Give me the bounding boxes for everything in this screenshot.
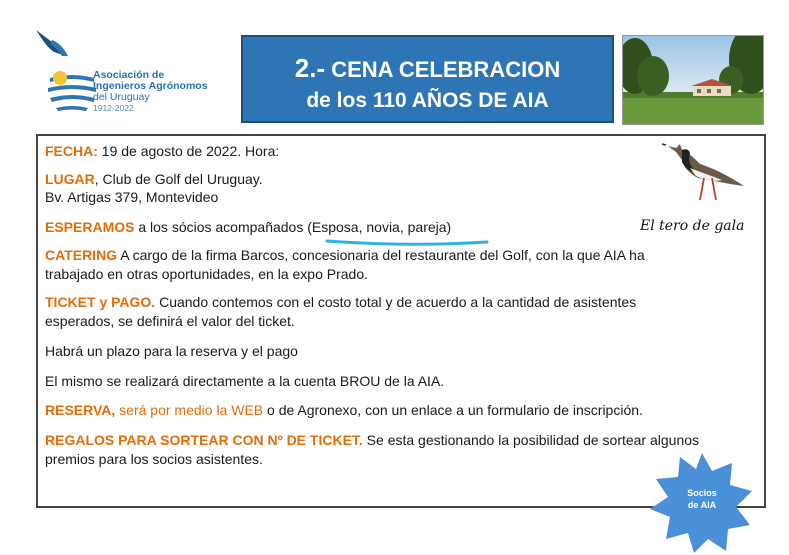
logo-line-4: 1912-2022	[93, 103, 134, 113]
banner-number: 2.-	[294, 53, 326, 83]
logo-line-1: Asociación de	[93, 69, 165, 81]
logo-line-3: del Uruguay	[93, 91, 150, 103]
reserva-label-rest: será por medio la WEB	[115, 402, 264, 418]
event-details-box	[36, 134, 766, 508]
logo-text	[93, 70, 208, 114]
reserva-label: RESERVA,	[45, 402, 116, 418]
highlight-underline	[325, 238, 489, 246]
title-banner	[241, 35, 614, 123]
catering-line-2: trabajado en otras oportunidades, en la expo Prado.	[45, 266, 369, 282]
badge-line-2: de AIA	[687, 500, 717, 510]
lugar-address: Bv. Artigas 379, Montevideo	[45, 189, 219, 205]
lugar-label: LUGAR	[45, 171, 95, 187]
badge-line-1: Socios	[687, 488, 717, 498]
brou-line: El mismo se realizará directamente a la cuenta BROU de la AIA.	[45, 373, 445, 389]
catering-label: CATERING	[45, 247, 118, 263]
catering-text-1: A cargo de la firma Barcos, concesionaria del restaurante del Golf, con la que AIA ha	[117, 247, 645, 263]
plazo-line: Habrá un plazo para la reserva y el pago	[45, 343, 298, 359]
ticket-line-1	[45, 293, 636, 312]
tero-bird-icon	[660, 138, 750, 210]
banner-title-line-2: de los 110 AÑOS DE AIA	[306, 89, 549, 112]
reserva-line	[45, 401, 643, 420]
ticket-text-1: Cuando contemos con el costo total y de acuerdo a la cantidad de asistentes	[155, 294, 637, 310]
fecha-line	[45, 142, 279, 161]
esperamos-text: a los sócios acompañados (Esposa, novia, pareja)	[134, 219, 452, 235]
fecha-label: FECHA:	[45, 143, 98, 159]
banner-title-1: CENA CELEBRACION	[331, 57, 561, 82]
socios-badge-text	[650, 487, 754, 511]
bird-caption: El tero de gala	[640, 218, 745, 234]
lugar-line	[45, 170, 263, 189]
regalos-line-1	[45, 431, 699, 450]
banner-title-line-1	[243, 53, 612, 84]
golf-club-photo	[622, 35, 764, 125]
lugar-text: , Club de Golf del Uruguay.	[94, 171, 263, 187]
regalos-label: REGALOS PARA SORTEAR CON Nº DE TICKET.	[45, 432, 363, 448]
regalos-line-2: premios para los socios asistentes.	[45, 451, 263, 467]
reserva-text: o de Agronexo, con un enlace a un formulario de inscripción.	[263, 402, 643, 418]
esperamos-line	[45, 218, 451, 237]
catering-line-1	[45, 246, 645, 265]
ticket-label: TICKET y PAGO.	[45, 294, 156, 310]
logo-line-2: Ingenieros Agrónomos	[93, 80, 208, 92]
fecha-text: 19 de agosto de 2022. Hora:	[97, 143, 280, 159]
esperamos-label: ESPERAMOS	[45, 219, 135, 235]
regalos-text-1: Se esta gestionando la posibilidad de sortear algunos	[362, 432, 700, 448]
ticket-line-2: esperados, se definirá el valor del ticket.	[45, 313, 295, 329]
